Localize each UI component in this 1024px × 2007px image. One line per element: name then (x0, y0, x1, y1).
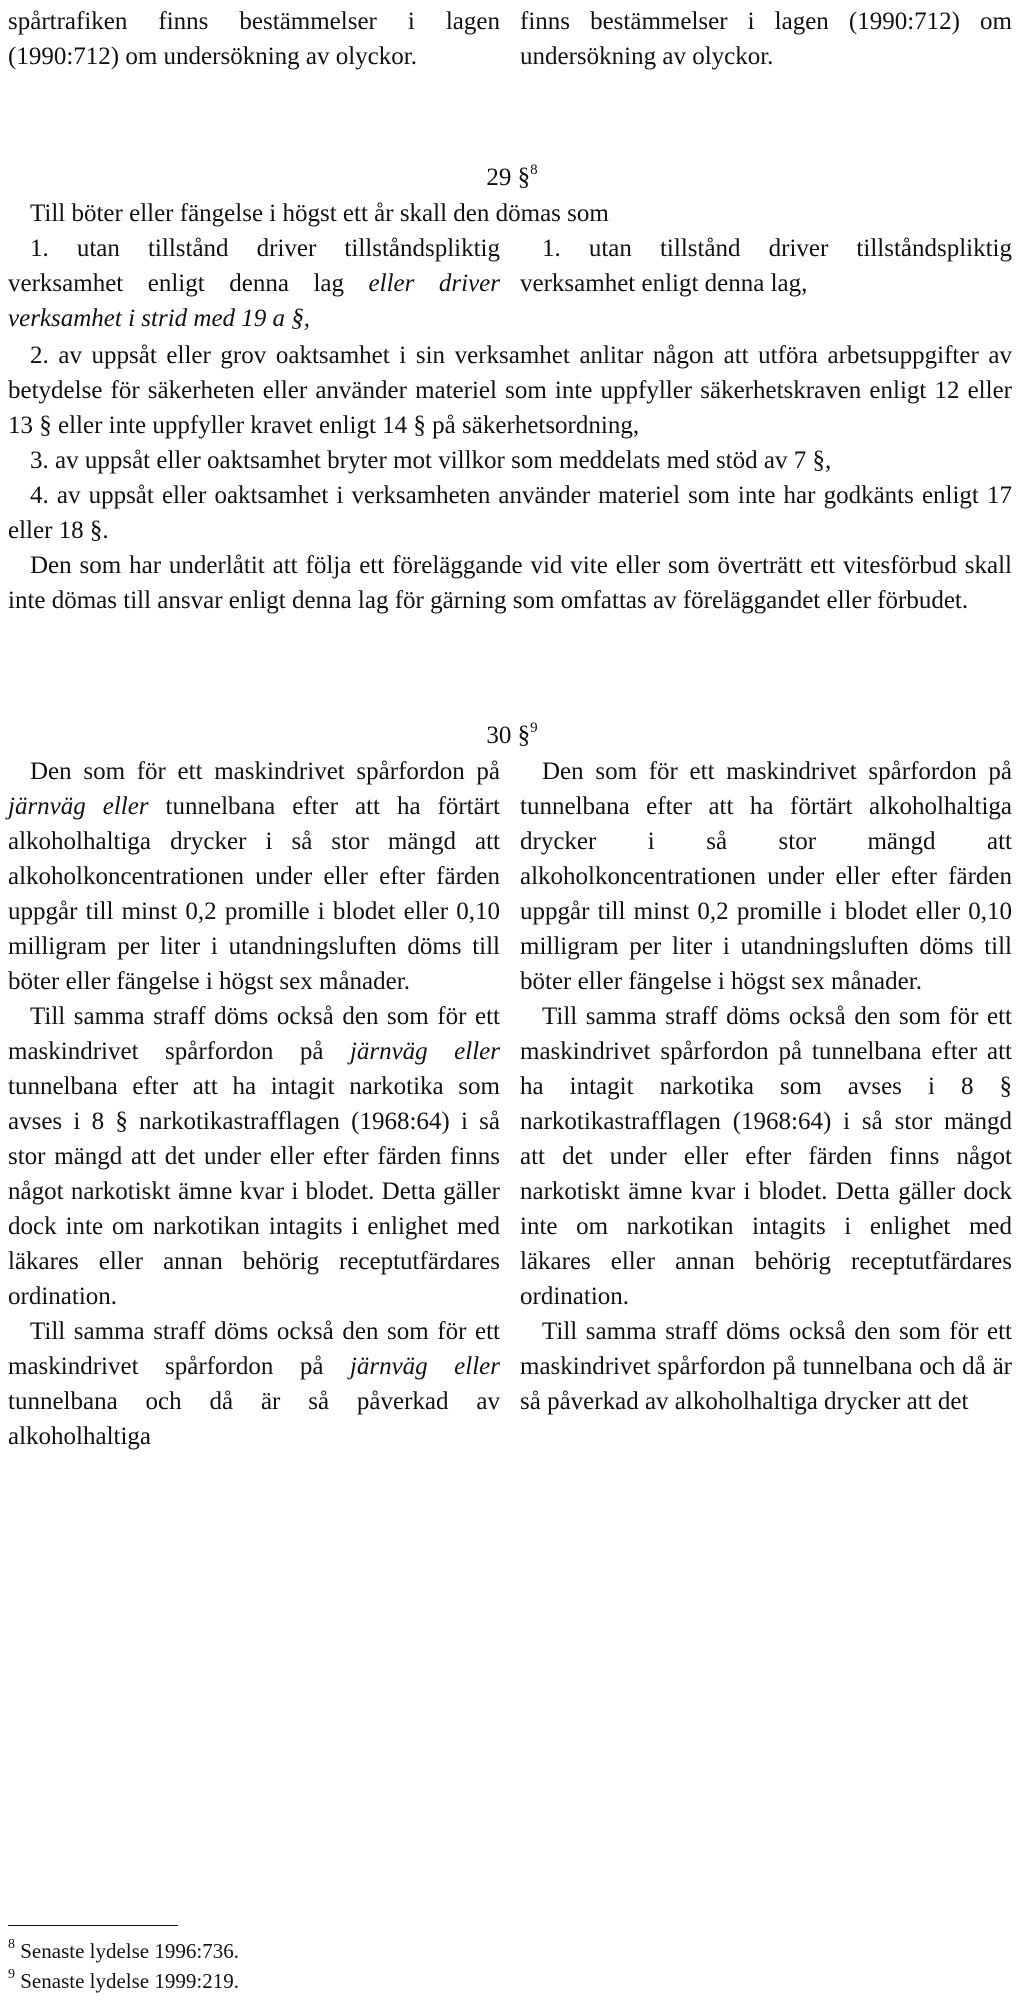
section-29-item1-right (520, 231, 1012, 301)
top-right-fragment (520, 4, 1012, 74)
footnote-divider (8, 1925, 178, 1926)
item1-right-text: 1. utan tillstånd driver tillståndspliktig verksamhet enligt denna lag, (520, 235, 1012, 297)
s30-left-p2-italic: järnväg eller (349, 1038, 500, 1065)
s30-left-p3-italic: järnväg eller (349, 1353, 500, 1380)
s30-right-p2: Till samma straff döms också den som för ett maskindrivet spårfordon på tunnelbana efter att ha intagit narkotika som avses i 8 § narkotikastrafflagen (1968:64) i så stor mängd att det under eller efter färden finns något narkotiskt ämne kvar i blodet. Detta gäller dock inte om narkotikan intagits i enlighet med läkares eller annan behörig receptutfärdares ordination. (520, 1003, 1012, 1310)
s30-left-p2 (8, 999, 500, 1314)
section-29-intro-text: Till böter eller fängelse i högst ett år skall den dömas som (30, 200, 609, 227)
section-30-left-column (8, 754, 500, 1454)
s30-left-p3-a: Till samma straff döms också den som för ett maskindrivet spårfordon på (8, 1318, 500, 1380)
item1-left-italic: eller driver verksamhet i strid med 19 a §, (8, 270, 500, 332)
item1-left-text (8, 231, 500, 336)
s30-left-p1-b: tunnelbana efter att ha förtärt alkoholhaltiga drycker i så stor mängd att alkoholkoncentrationen under eller efter färden uppgår till minst 0,2 promille i blodet eller 0,10 milligram per liter i utandningsluften döms till böter eller fängelse i högst sex månader. (8, 793, 500, 995)
s30-left-p2-b: tunnelbana efter att ha intagit narkotika som avses i 8 § narkotikastrafflagen (1968:64) i så stor mängd att det under eller efter färden finns något narkotiskt ämne kvar i blodet. Detta gäller dock inte om narkotikan intagits i enlighet med läkares eller annan behörig receptutfärdares ordination. (8, 1073, 500, 1310)
s30-left-p1-a: Den som för ett maskindrivet spårfordon på (30, 758, 500, 785)
footnote-8 (8, 1936, 708, 1966)
section-29-item3: 3. av uppsåt eller oaktsamhet bryter mot villkor som meddelats med stöd av 7 §, (30, 447, 832, 474)
section-29-final: Den som har underlåtit att följa ett föreläggande vid vite eller som överträtt ett vitesförbud skall inte dömas till ansvar enligt denna lag för gärning som omfattas av föreläggandet eller förbudet. (8, 552, 1012, 614)
section-30-number: 30 § (486, 722, 531, 749)
footnote-8-mark: 8 (8, 1937, 15, 1952)
section-29-intro (8, 196, 1012, 231)
section-29-item4: 4. av uppsåt eller oaktsamhet i verksamheten använder materiel som inte har godkänts enligt 17 eller 18 §. (8, 482, 1012, 544)
s30-left-p1 (8, 754, 500, 999)
s30-right-p1: Den som för ett maskindrivet spårfordon på tunnelbana efter att ha förtärt alkoholhaltiga drycker i så stor mängd att alkoholkoncentrationen under eller efter färden uppgår till minst 0,2 promille i blodet eller 0,10 milligram per liter i utandningsluften döms till böter eller fängelse i högst sex månader. (520, 758, 1012, 995)
footnote-9-text: Senaste lydelse 1999:219. (20, 1969, 239, 1993)
section-29-number: 29 § (486, 164, 531, 191)
s30-left-p1-italic: järnväg eller (8, 793, 149, 820)
s30-left-p3-b: tunnelbana och då är så påverkad av alkoholhaltiga (8, 1388, 500, 1450)
s30-right-p3: Till samma straff döms också den som för ett maskindrivet spårfordon på tunnelbana och då är så påverkad av alkoholhaltiga drycker att det (520, 1318, 1012, 1415)
section-30-heading (0, 718, 1024, 753)
footnote-ref-8: 8 (530, 161, 538, 178)
s30-left-p3 (8, 1314, 500, 1454)
section-29-item2: 2. av uppsåt eller grov oaktsamhet i sin verksamhet anlitar någon att utföra arbetsuppgifter av betydelse för säkerheten eller använder materiel som inte uppfyller säkerhetskraven enligt 12 eller 13 § eller inte uppfyller kravet enligt 14 § på säkerhetsordning, (8, 342, 1012, 439)
section-29-items (8, 338, 1012, 618)
item1-left-plain: 1. utan tillstånd driver tillståndspliktig verksamhet enligt denna lag (8, 235, 500, 297)
footnote-9-mark: 9 (8, 1967, 15, 1982)
section-30-right-column (520, 754, 1012, 1419)
section-29-item1-left (8, 231, 500, 336)
footnote-8-text: Senaste lydelse 1996:736. (20, 1939, 239, 1963)
top-left-text: spårtrafiken finns bestämmelser i lagen (1990:712) om undersökning av olyckor. (8, 8, 500, 70)
s30-left-p2-a: Till samma straff döms också den som för ett maskindrivet spårfordon på (8, 1003, 500, 1065)
footnotes (8, 1925, 708, 1996)
footnote-ref-9: 9 (530, 719, 538, 736)
section-29-heading (0, 160, 1024, 195)
top-right-text: finns bestämmelser i lagen (1990:712) om undersökning av olyckor. (520, 8, 1012, 70)
footnote-9 (8, 1966, 708, 1996)
top-left-fragment (8, 4, 500, 74)
